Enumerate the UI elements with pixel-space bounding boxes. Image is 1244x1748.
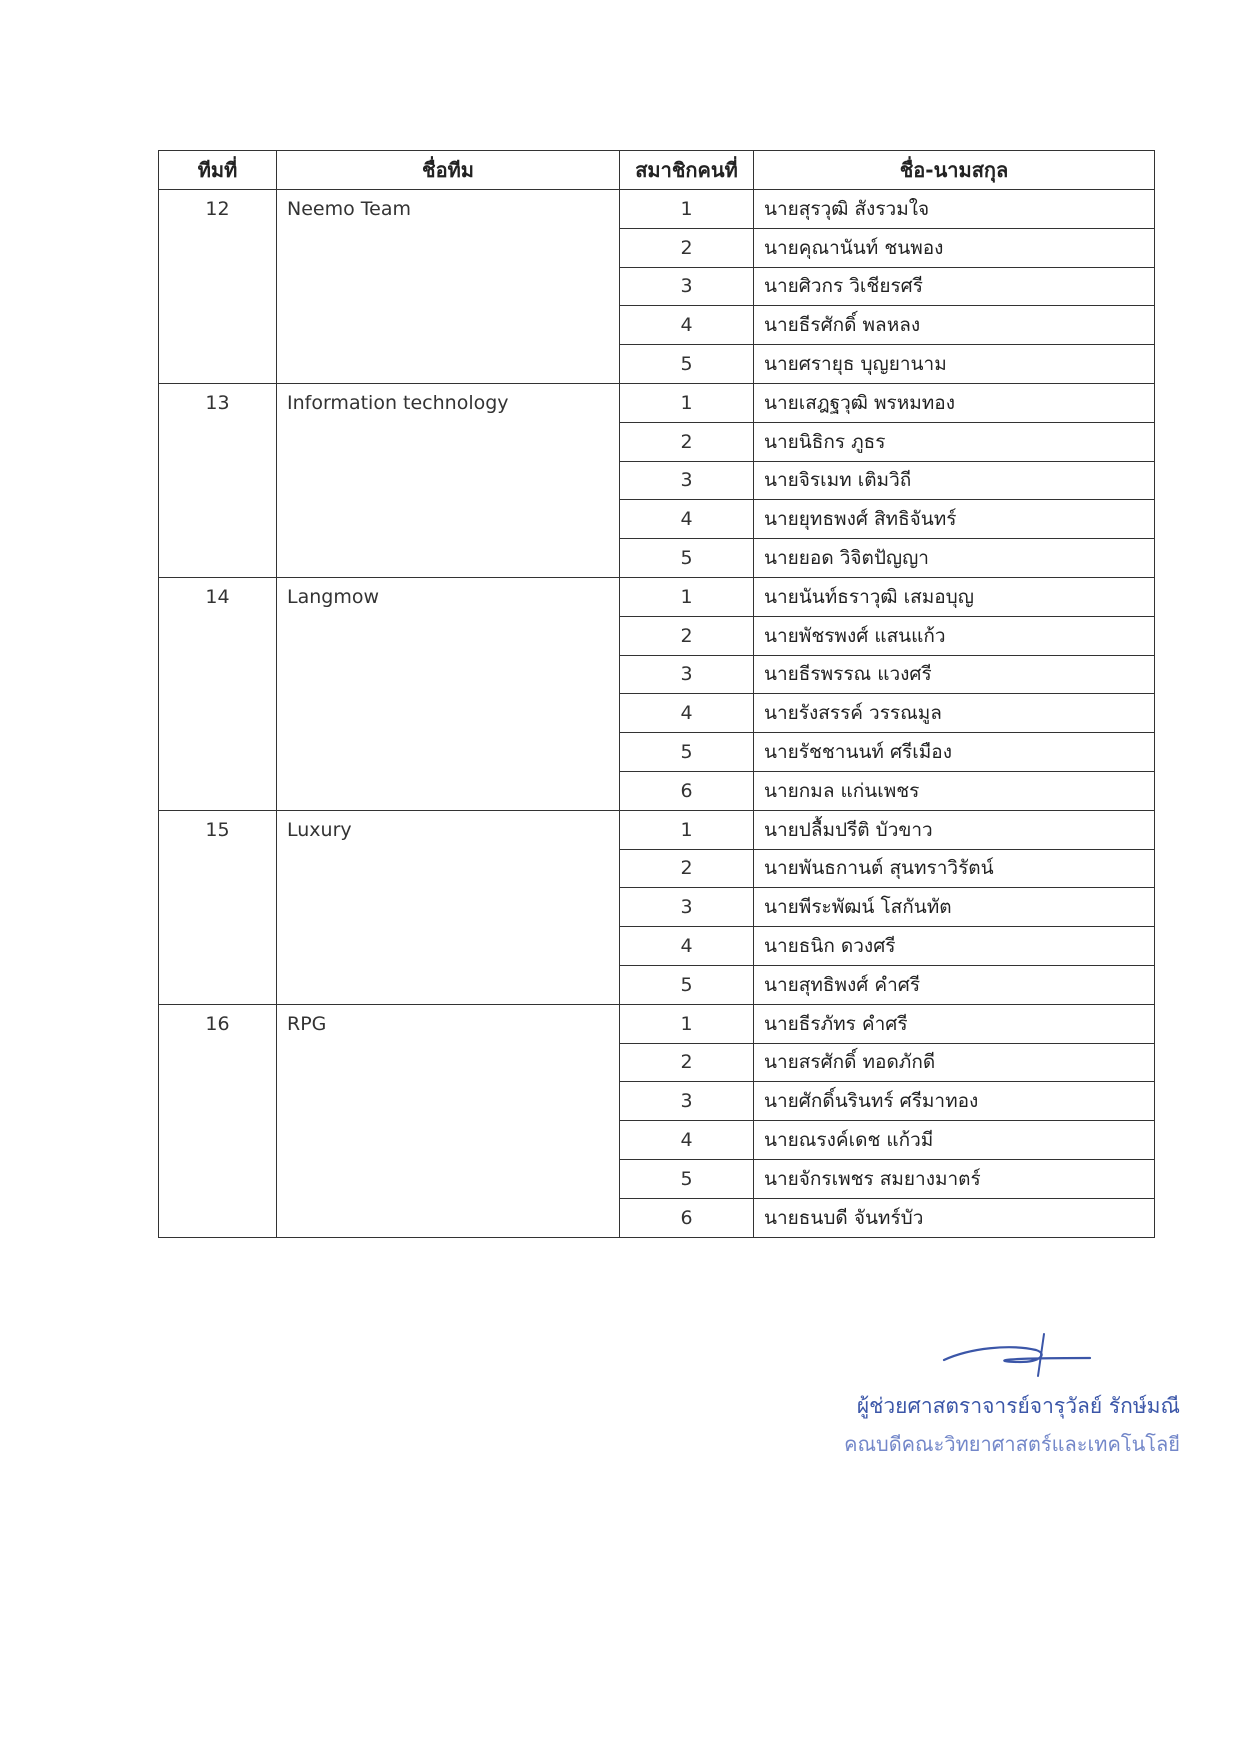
member-name: นายสุทธิพงศ์ คำศรี (754, 965, 1155, 1004)
signatory-title: คณบดีคณะวิทยาศาสตร์และเทคโนโลยี (844, 1432, 1180, 1456)
member-name: นายนันท์ธราวุฒิ เสมอบุญ (754, 577, 1155, 616)
member-number: 6 (620, 1198, 754, 1237)
member-number: 1 (620, 810, 754, 849)
member-name: นายศรายุธ บุญยานาม (754, 345, 1155, 384)
member-name: นายรังสรรค์ วรรณมูล (754, 694, 1155, 733)
member-number: 1 (620, 190, 754, 229)
member-name: นายเสฎฐวุฒิ พรหมทอง (754, 383, 1155, 422)
member-number: 5 (620, 345, 754, 384)
signature-image (940, 1330, 1100, 1380)
member-number: 2 (620, 228, 754, 267)
header-team-name: ชื่อทีม (277, 151, 620, 190)
team-name: RPG (277, 1004, 620, 1237)
member-number: 5 (620, 733, 754, 772)
signature-block (760, 1320, 1180, 1480)
member-name: นายธีรพรรณ แวงศรี (754, 655, 1155, 694)
team-number: 16 (159, 1004, 277, 1237)
member-name: นายศักดิ์นรินทร์ ศรีมาทอง (754, 1082, 1155, 1121)
table-row (159, 810, 1155, 849)
member-name: นายยุทธพงศ์ สิทธิจันทร์ (754, 500, 1155, 539)
member-number: 6 (620, 771, 754, 810)
team-name: Neemo Team (277, 190, 620, 384)
member-number: 3 (620, 267, 754, 306)
member-name: นายสุรวุฒิ สังรวมใจ (754, 190, 1155, 229)
team-number: 13 (159, 383, 277, 577)
member-name: นายณรงค์เดช แก้วมี (754, 1121, 1155, 1160)
member-name: นายจิรเมท เติมวิถี (754, 461, 1155, 500)
member-name: นายธีรภัทร คำศรี (754, 1004, 1155, 1043)
header-member-no: สมาชิกคนที่ (620, 151, 754, 190)
team-name: Luxury (277, 810, 620, 1004)
member-name: นายสรศักดิ์ ทอดภักดี (754, 1043, 1155, 1082)
team-number: 12 (159, 190, 277, 384)
member-number: 2 (620, 849, 754, 888)
member-name: นายธนิก ดวงศรี (754, 927, 1155, 966)
member-number: 5 (620, 965, 754, 1004)
header-member-name: ชื่อ-นามสกุล (754, 151, 1155, 190)
member-number: 5 (620, 1159, 754, 1198)
member-number: 4 (620, 927, 754, 966)
team-name: Information technology (277, 383, 620, 577)
member-number: 1 (620, 577, 754, 616)
member-name: นายธนบดี จันทร์บัว (754, 1198, 1155, 1237)
table-row (159, 577, 1155, 616)
member-number: 4 (620, 500, 754, 539)
table-row (159, 383, 1155, 422)
member-name: นายพันธกานต์ สุนทราวิรัตน์ (754, 849, 1155, 888)
member-name: นายจักรเพชร สมยางมาตร์ (754, 1159, 1155, 1198)
member-name: นายพีระพัฒน์ โสกันทัต (754, 888, 1155, 927)
member-number: 3 (620, 655, 754, 694)
member-name: นายยอด วิจิตปัญญา (754, 539, 1155, 578)
member-name: นายปลื้มปรีติ บัวขาว (754, 810, 1155, 849)
member-number: 4 (620, 694, 754, 733)
member-name: นายธีรศักดิ์ พลหลง (754, 306, 1155, 345)
member-number: 3 (620, 888, 754, 927)
table-body (159, 190, 1155, 1238)
member-name: นายศิวกร วิเชียรศรี (754, 267, 1155, 306)
member-number: 4 (620, 306, 754, 345)
member-number: 3 (620, 461, 754, 500)
table-header-row (159, 151, 1155, 190)
member-number: 3 (620, 1082, 754, 1121)
member-number: 1 (620, 1004, 754, 1043)
member-name: นายกมล แก่นเพชร (754, 771, 1155, 810)
team-name: Langmow (277, 577, 620, 810)
team-roster-table (158, 150, 1155, 1238)
team-number: 15 (159, 810, 277, 1004)
member-number: 5 (620, 539, 754, 578)
header-team-no: ทีมที่ (159, 151, 277, 190)
member-name: นายคุณานันท์ ชนพอง (754, 228, 1155, 267)
member-number: 2 (620, 1043, 754, 1082)
member-name: นายรัชชานนท์ ศรีเมือง (754, 733, 1155, 772)
member-number: 4 (620, 1121, 754, 1160)
member-number: 1 (620, 383, 754, 422)
member-number: 2 (620, 422, 754, 461)
member-name: นายนิธิกร ภูธร (754, 422, 1155, 461)
team-number: 14 (159, 577, 277, 810)
signatory-name: ผู้ช่วยศาสตราจารย์จารุวัลย์ รักษ์มณี (856, 1394, 1180, 1418)
table-row (159, 1004, 1155, 1043)
member-name: นายพัชรพงศ์ แสนแก้ว (754, 616, 1155, 655)
table-row (159, 190, 1155, 229)
member-number: 2 (620, 616, 754, 655)
